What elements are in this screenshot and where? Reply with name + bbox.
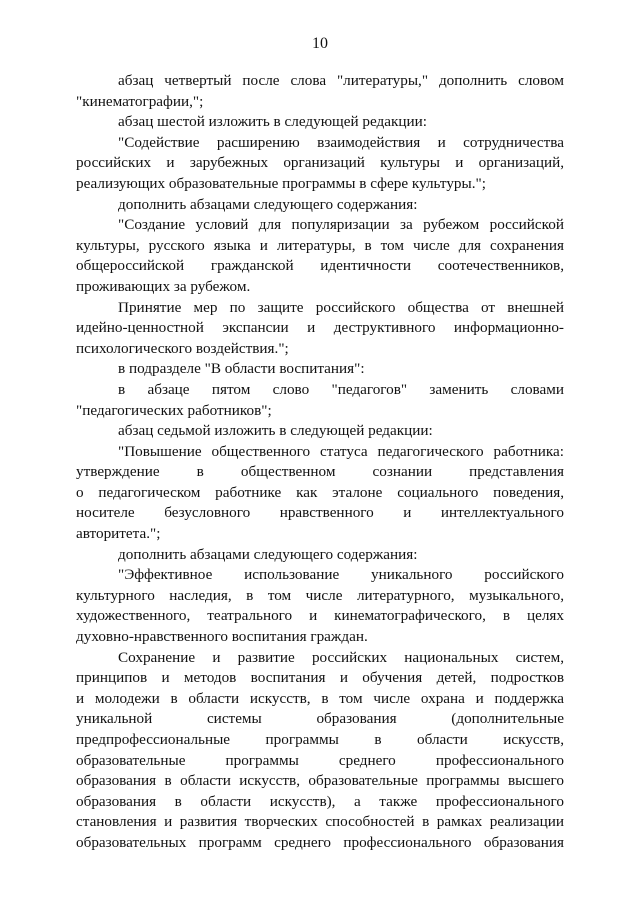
text-line: предпрофессиональные программы в области искусств, bbox=[76, 731, 564, 748]
text-line: дополнить абзацами следующего содержания: bbox=[118, 195, 418, 213]
document-body bbox=[76, 71, 564, 854]
text-line: "педагогических работников"; bbox=[76, 401, 272, 419]
text-line: принципов и методов воспитания и обучения детей, подростков bbox=[76, 669, 564, 687]
text-line: культуры, русского языка и литературы, в том числе для сохранения bbox=[76, 236, 564, 254]
text-line: Принятие мер по защите российского общества от внешней bbox=[118, 298, 564, 316]
text-line: носителе безусловного нравственного и интеллектуального bbox=[76, 504, 564, 522]
text-line: "Повышение общественного статуса педагогического работника: bbox=[118, 442, 564, 460]
text-line: культурного наследия, в том числе литературного, музыкального, bbox=[76, 586, 564, 604]
text-line: реализующих образовательные программы в сфере культуры."; bbox=[76, 174, 486, 192]
text-line: образования в области искусств), а также профессионального bbox=[76, 792, 564, 810]
text-line: духовно-нравственного воспитания граждан. bbox=[76, 628, 368, 646]
text-line: абзац седьмой изложить в следующей редакции: bbox=[118, 422, 433, 440]
text-line: дополнить абзацами следующего содержания: bbox=[118, 545, 418, 563]
text-line: образовательные программы среднего профессионального bbox=[76, 751, 564, 769]
text-line: абзац шестой изложить в следующей редакции: bbox=[118, 113, 427, 131]
text-line: "Создание условий для популяризации за рубежом российской bbox=[118, 216, 564, 234]
text-line: "Содействие расширению взаимодействия и сотрудничества bbox=[118, 133, 564, 151]
text-line: образовательных программ среднего профессионального образования bbox=[76, 833, 564, 851]
text-line: художественного, театрального и кинематографического, в целях bbox=[76, 607, 564, 625]
text-line: в абзаце пятом слово "педагогов" заменить словами bbox=[118, 380, 564, 398]
text-line: в подразделе "В области воспитания": bbox=[118, 360, 365, 378]
text-line: уникальной системы образования (дополнительные bbox=[76, 710, 564, 728]
text-line: "кинематографии,"; bbox=[76, 92, 204, 110]
text-line: "Эффективное использование уникального российского bbox=[118, 566, 564, 584]
page-number: 10 bbox=[312, 35, 328, 52]
text-line: становления и развития творческих способностей в рамках реализации bbox=[76, 813, 564, 831]
text-line: Сохранение и развитие российских национальных систем, bbox=[118, 648, 564, 666]
text-line: психологического воздействия."; bbox=[76, 339, 289, 357]
text-line: утверждение в общественном сознании представления bbox=[76, 463, 564, 481]
text-line: о педагогическом работнике как эталоне социального поведения, bbox=[76, 483, 564, 501]
text-line: общероссийской гражданской идентичности соотечественников, bbox=[76, 257, 564, 275]
text-line: российских и зарубежных организаций культуры и организаций, bbox=[76, 154, 564, 172]
text-line: идейно-ценностной экспансии и деструктивного информационно- bbox=[76, 319, 564, 337]
text-line: авторитета."; bbox=[76, 525, 161, 543]
text-line: проживающих за рубежом. bbox=[76, 277, 251, 295]
text-line: и молодежи в области искусств, в том числе охрана и поддержка bbox=[76, 689, 564, 707]
text-line: образования в области искусств, образовательные программы высшего bbox=[76, 772, 564, 790]
text-line: абзац четвертый после слова "литературы," дополнить словом bbox=[118, 72, 564, 89]
